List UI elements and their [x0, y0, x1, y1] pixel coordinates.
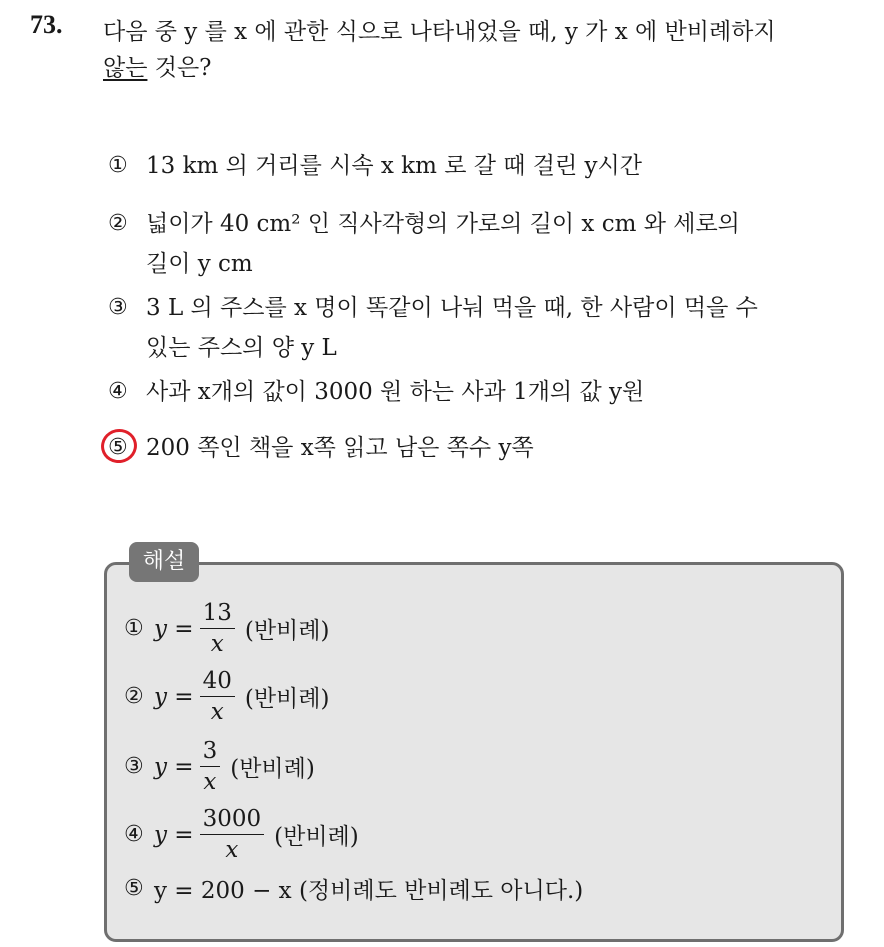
- option-text: 200 쪽인 책을 x쪽 읽고 남은 쪽수 y쪽: [146, 435, 534, 461]
- numerator: 3000: [200, 804, 265, 835]
- equation-lhs: y =: [154, 753, 194, 780]
- solution-item-4: [124, 804, 824, 865]
- question-line-1: 다음 중 y 를 x 에 관한 식으로 나타내었을 때, y 가 x 에 반비례하지: [103, 19, 776, 45]
- option-text: 넓이가 40 cm² 인 직사각형의 가로의 길이 x cm 와 세로의: [146, 211, 740, 237]
- option-text-cont: 있는 주스의 양 y L: [146, 335, 337, 361]
- question-number: 73.: [30, 10, 63, 39]
- option-2[interactable]: [108, 204, 858, 284]
- numerator: 40: [200, 666, 235, 697]
- question-text: [103, 14, 873, 86]
- solution-item-3: [124, 736, 824, 797]
- solution-number: ⑤: [124, 876, 144, 901]
- option-number: ⑤: [108, 435, 128, 460]
- solution-number: ④: [124, 822, 144, 847]
- option-number: ③: [108, 295, 128, 320]
- question-line-2: [103, 50, 873, 86]
- solution-item-2: [124, 666, 824, 727]
- options-list: [108, 146, 858, 468]
- equation-lhs: y =: [154, 615, 194, 642]
- numerator: 13: [200, 598, 235, 629]
- fraction: [200, 598, 235, 659]
- solution-note: (반비례): [274, 824, 359, 850]
- option-3[interactable]: [108, 288, 858, 368]
- solution-number: ③: [124, 754, 144, 779]
- fraction: [200, 804, 265, 865]
- option-text: 3 L 의 주스를 x 명이 똑같이 나눠 먹을 때, 한 사람이 먹을 수: [146, 295, 758, 321]
- question-line-2-rest: 것은?: [147, 55, 212, 81]
- solution-number: ②: [124, 684, 144, 709]
- option-1[interactable]: [108, 146, 858, 186]
- solution-number: ①: [124, 616, 144, 641]
- option-text-cont: 길이 y cm: [146, 251, 253, 277]
- option-number: ①: [108, 153, 128, 178]
- solution-note: (반비례): [230, 756, 315, 782]
- option-text: 13 km 의 거리를 시속 x km 로 갈 때 걸린 y시간: [146, 153, 642, 179]
- option-number: ④: [108, 379, 128, 404]
- denominator: x: [225, 837, 239, 863]
- solution-note: (반비례): [244, 618, 330, 644]
- fraction: [200, 666, 235, 727]
- equation-lhs: y =: [154, 821, 194, 848]
- equation-lhs: y =: [154, 683, 194, 710]
- option-4[interactable]: [108, 372, 858, 412]
- solution-item-1: [124, 598, 824, 659]
- denominator: x: [210, 631, 224, 657]
- solution-note: (반비례): [244, 686, 330, 712]
- option-5[interactable]: [108, 428, 858, 468]
- denominator: x: [203, 769, 217, 795]
- solution-tag: 해설: [129, 542, 199, 582]
- option-text: 사과 x개의 값이 3000 원 하는 사과 1개의 값 y원: [146, 379, 645, 405]
- option-number: ②: [108, 211, 128, 236]
- numerator: 3: [200, 736, 221, 767]
- underlined-word: 않는: [103, 55, 148, 81]
- solution-item-5: [124, 872, 824, 905]
- denominator: x: [210, 699, 224, 725]
- solution-text: y = 200 − x (정비례도 반비례도 아니다.): [154, 878, 584, 904]
- fraction: [200, 736, 221, 797]
